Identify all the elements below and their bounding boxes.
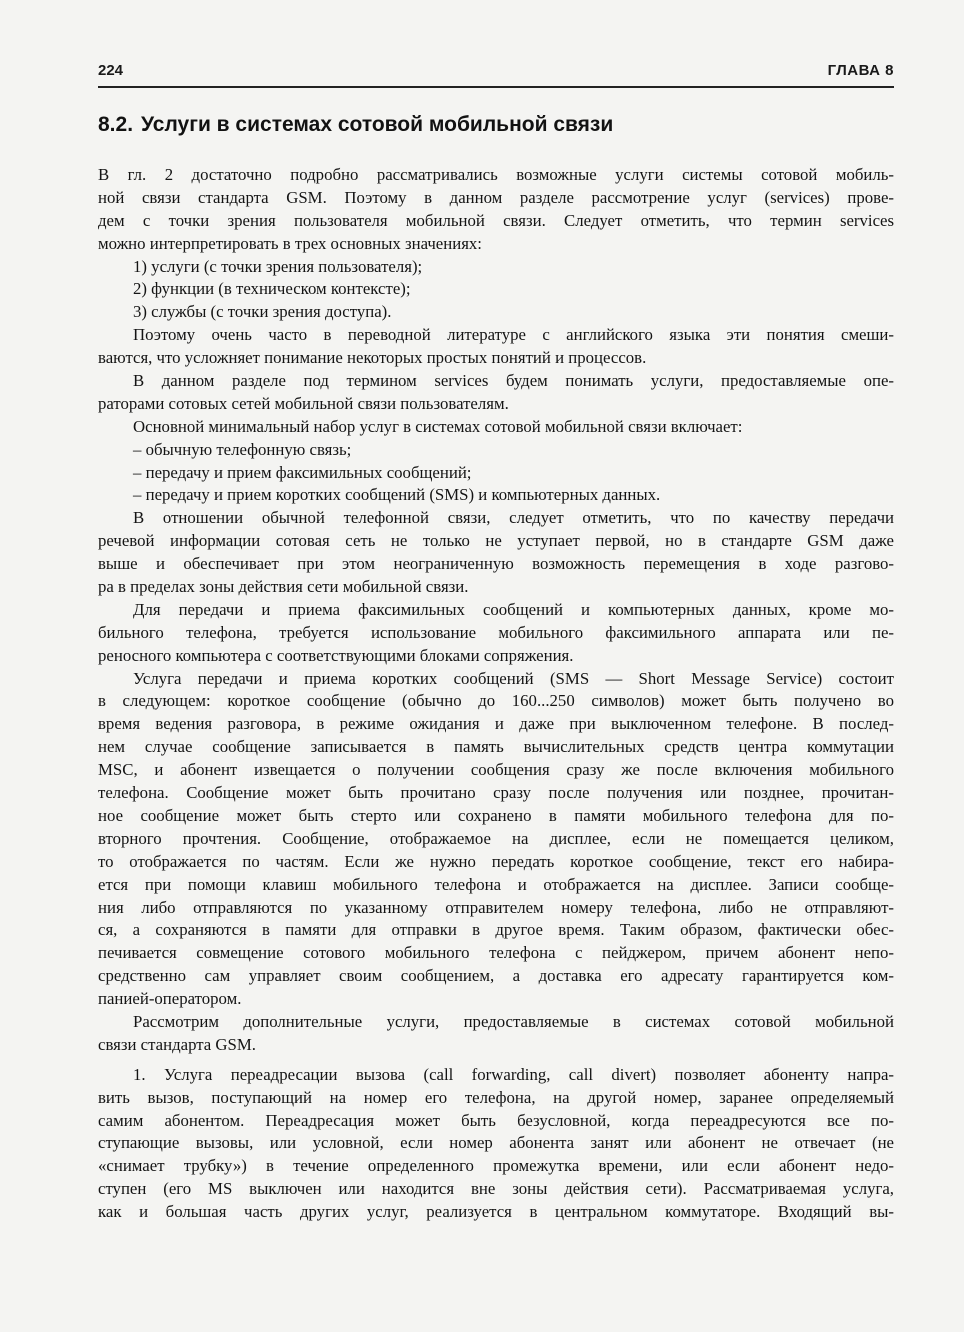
- text-line: 1) услуги (с точки зрения пользователя);: [133, 256, 423, 276]
- text-line: нем случае сообщение записывается в память вычислительных средств центра коммутации: [98, 737, 894, 757]
- text-line: – передачу и прием коротких сообщений (SMS) и компьютерных данных.: [133, 485, 661, 505]
- text-line: речевой информации сотовая сеть не только не уступает первой, но в стандарте GSM даже: [98, 531, 894, 551]
- text-line: бильного телефона, требуется использование мобильного факсимильного аппарата или пе-: [98, 622, 894, 642]
- text-line: Рассмотрим дополнительные услуги, предоставляемые в системах сотовой мобильной: [133, 1011, 894, 1031]
- text-line: Поэтому очень часто в переводной литературе с английского языка эти понятия смеши-: [133, 325, 894, 345]
- text-line: Для передачи и приема факсимильных сообщений и компьютерных данных, кроме мо-: [133, 599, 894, 619]
- text-line: Услуга передачи и приема коротких сообщений (SMS — Short Message Service) состоит: [133, 668, 894, 688]
- text-line: панией-оператором.: [98, 989, 242, 1009]
- text-line: – передачу и прием факсимильных сообщений;: [133, 462, 472, 482]
- text-line: Основной минимальный набор услуг в системах сотовой мобильной связи включает:: [133, 416, 743, 436]
- text-line: ступающие вызовы, или условной, если номер абонента занят или абонент не отвечает (не: [98, 1133, 894, 1153]
- text-line: ваются, что усложняет понимание некоторых простых понятий и процессов.: [98, 348, 647, 368]
- text-line: средственно сам управляет своим сообщением, а доставка его адресату гарантируется ком-: [98, 966, 894, 986]
- section-number: 8.2.: [98, 113, 134, 136]
- text-line: печивается совмещение сотового мобильного телефона с пейджером, причем абонент непо-: [98, 943, 894, 963]
- text-line: ния либо отправляются по указанному отправителем номеру телефона, либо не отправляют-: [98, 897, 894, 917]
- text-line: самим абонентом. Переадресация может быть безусловной, когда переадресуются все по-: [98, 1110, 894, 1130]
- header-rule: [98, 86, 894, 88]
- text-line: время ведения разговора, в режиме ожидания и даже при выключенном телефоне. В послед-: [98, 714, 894, 734]
- section-heading: [98, 113, 613, 137]
- text-line: телефона. Сообщение может быть прочитано сразу после получения или позднее, прочитан-: [98, 783, 894, 803]
- text-line: ра в пределах зоны действия сети мобильной связи.: [98, 577, 469, 597]
- text-line: реносного компьютера с соответствующими блоками сопряжения.: [98, 645, 574, 665]
- section-title: Услуги в системах сотовой мобильной связи: [141, 113, 614, 136]
- text-line: MSC, и абонент извещается о получении сообщения сразу же после включения мобильного: [98, 760, 894, 780]
- text-line: в следующем: короткое сообщение (обычно до 160...250 символов) может быть получено во: [98, 691, 894, 711]
- text-line: 1. Услуга переадресации вызова (call forwarding, call divert) позволяет абоненту напра-: [133, 1064, 894, 1084]
- text-line: 2) функции (в техническом контексте);: [133, 279, 411, 299]
- page-number: 224: [98, 62, 124, 79]
- text-line: «снимает трубку») в течение определенного промежутка времени, или если абонент недо-: [98, 1156, 894, 1176]
- text-line: дем с точки зрения пользователя мобильной связи. Следует отметить, что термин services: [98, 210, 894, 230]
- text-line: В гл. 2 достаточно подробно рассматривались возможные услуги системы сотовой мобиль-: [98, 165, 894, 184]
- text-line: ся, а сохраняются в памяти для отправки в другое время. Таким образом, фактически обес-: [98, 920, 894, 940]
- text-line: 3) службы (с точки зрения доступа).: [133, 302, 392, 322]
- text-line: ной связи стандарта GSM. Поэтому в данном разделе рассмотрение услуг (services) прове-: [98, 187, 894, 207]
- text-line: вить вызов, поступающий на номер его телефона, на другой номер, заранее определяемый: [98, 1087, 894, 1107]
- text-line: В данном разделе под термином services будем понимать услуги, предоставляемые опе-: [133, 371, 894, 391]
- body-text: [98, 164, 894, 1224]
- running-header: [98, 60, 894, 84]
- chapter-label: ГЛАВА 8: [827, 62, 894, 79]
- text-line: выше и обеспечивает при этом неограниченную возможность перемещения в ходе разгово-: [98, 554, 894, 574]
- text-line: можно интерпретировать в трех основных значениях:: [98, 233, 482, 253]
- text-line: как и большая часть других услуг, реализуется в центральном коммутаторе. Входящий вы-: [98, 1202, 894, 1222]
- text-line: раторами сотовых сетей мобильной связи пользователям.: [98, 393, 509, 413]
- text-line: ется при помощи клавиш мобильного телефона и отображается на дисплее. Записи сообще-: [98, 874, 894, 894]
- text-line: В отношении обычной телефонной связи, следует отметить, что по качеству передачи: [133, 508, 894, 528]
- text-line: – обычную телефонную связь;: [133, 439, 352, 459]
- text-line: вторного прочтения. Сообщение, отображаемое на дисплее, если не помещается целиком,: [98, 828, 894, 848]
- text-line: ступен (его MS выключен или находится вне зоны действия сети). Рассматриваемая услуга,: [98, 1179, 894, 1199]
- text-line: то отображается по частям. Если же нужно передать короткое сообщение, текст его набира-: [98, 851, 894, 871]
- text-line: ное сообщение может быть стерто или сохранено в памяти мобильного телефона для по-: [98, 805, 894, 825]
- text-line: связи стандарта GSM.: [98, 1034, 256, 1054]
